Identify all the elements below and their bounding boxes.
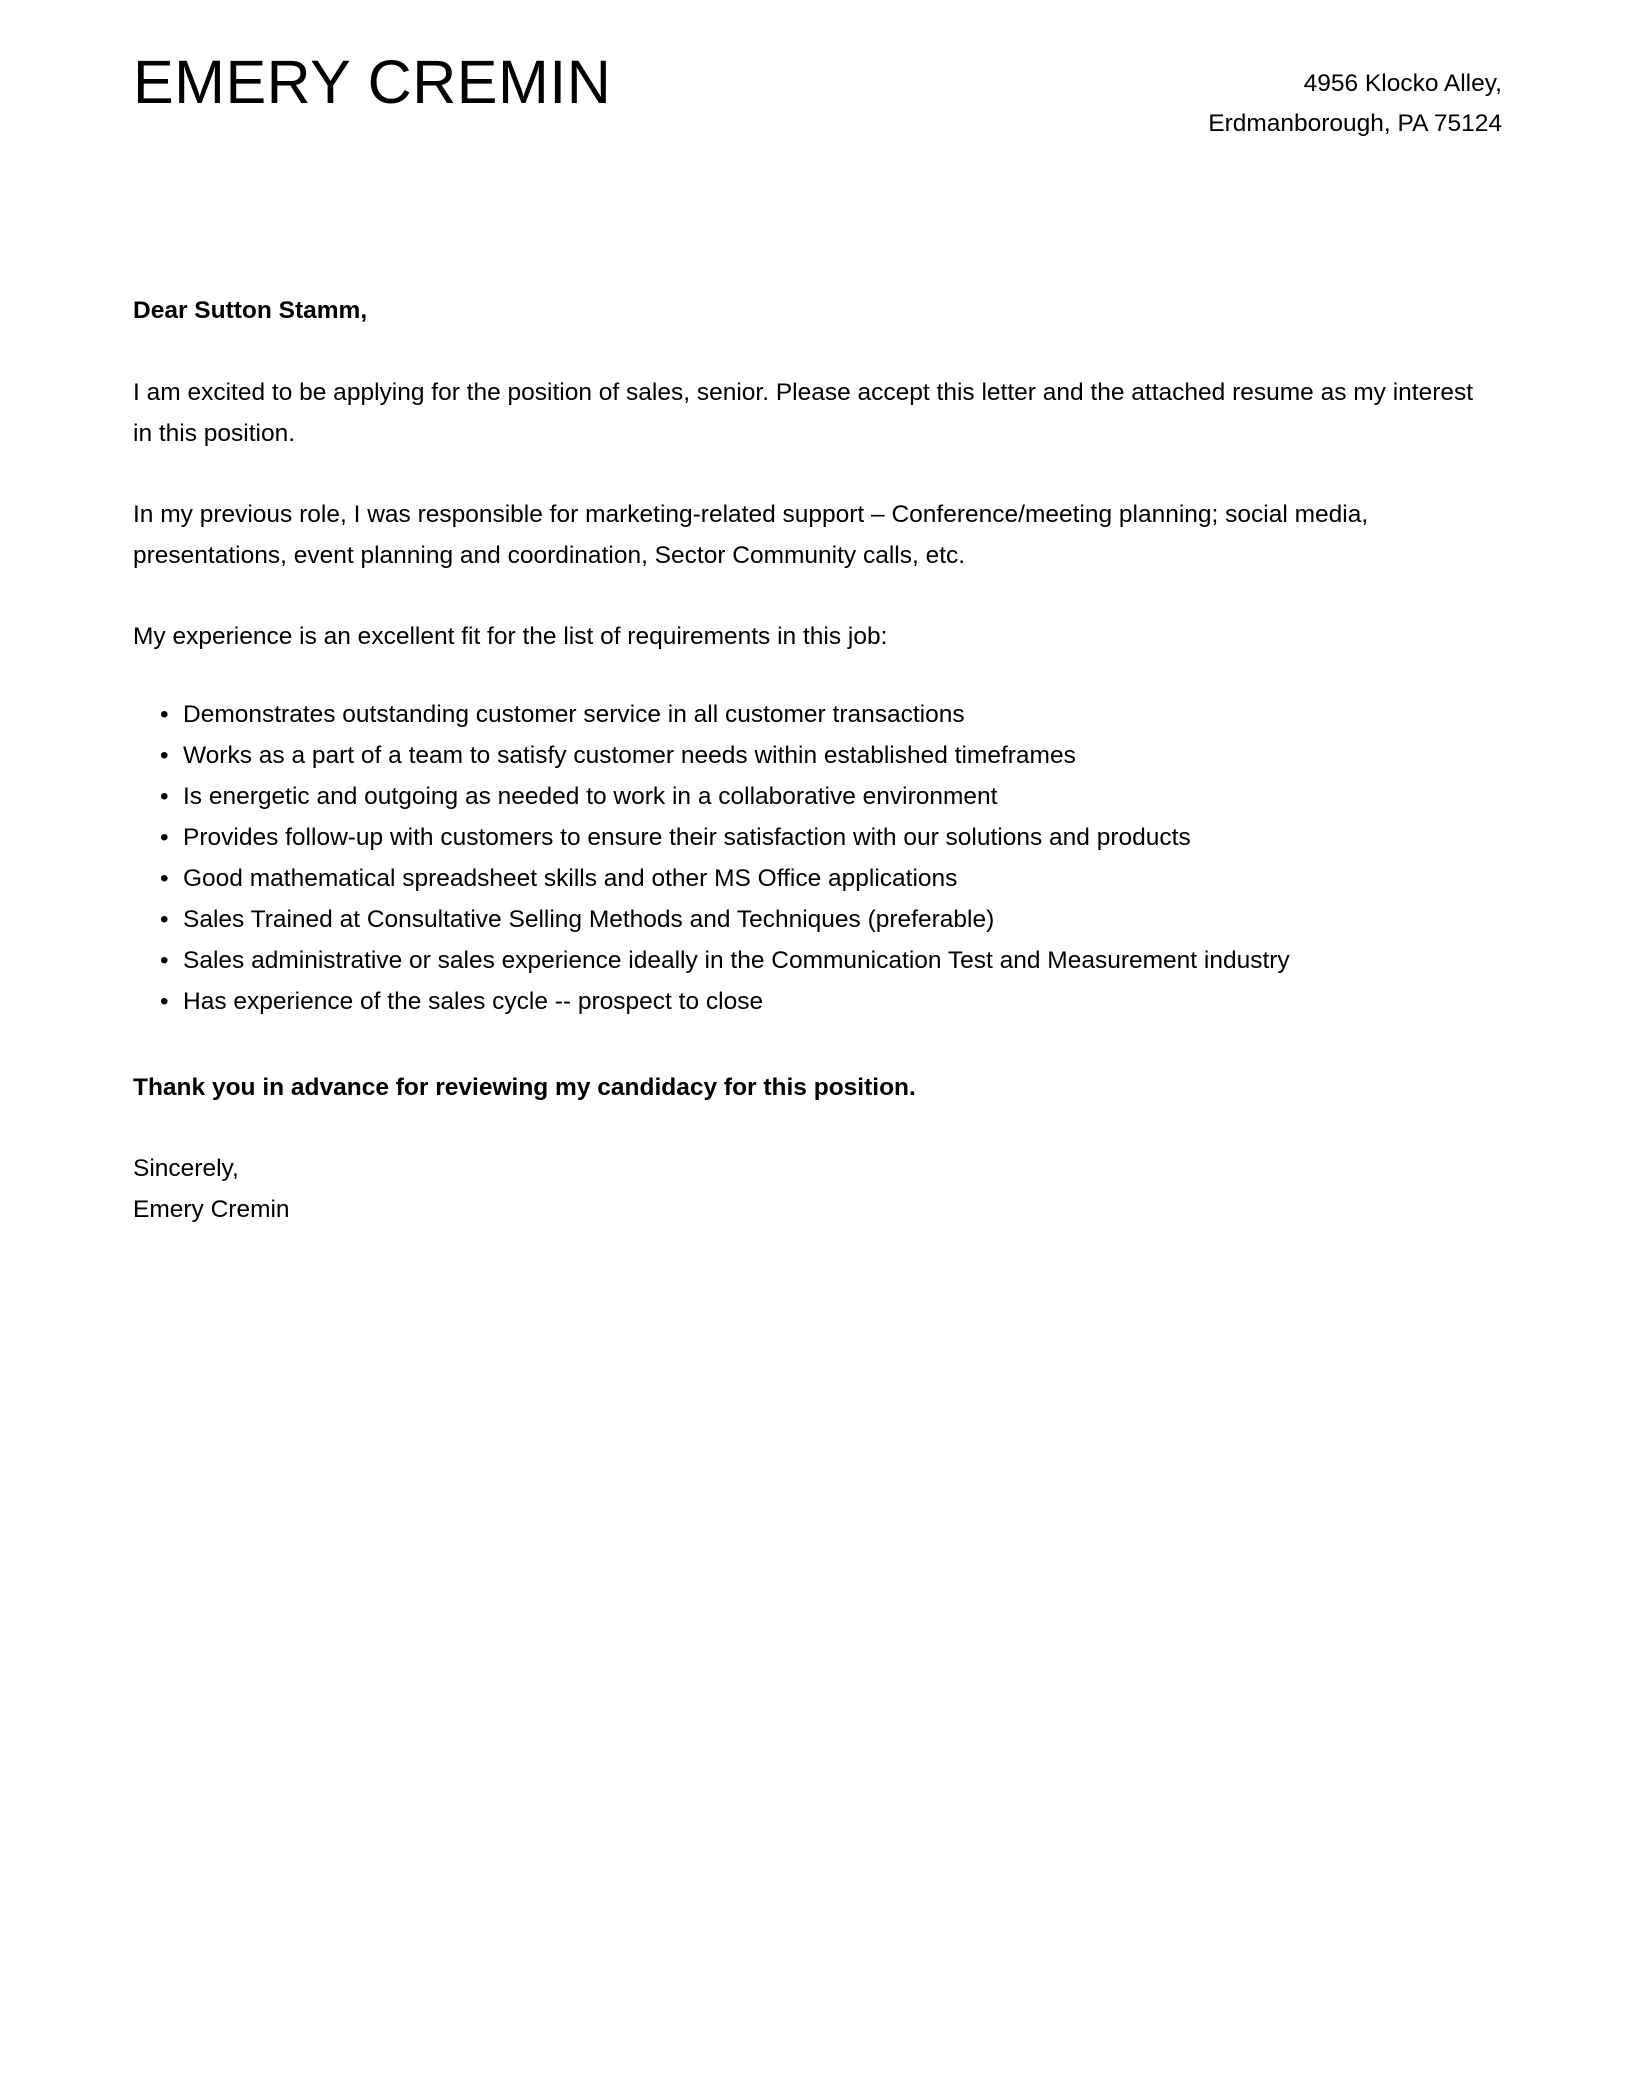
paragraph-requirements-lead: My experience is an excellent fit for the list of requirements in this job: xyxy=(133,623,888,650)
list-item xyxy=(133,858,1483,899)
list-item-label: Demonstrates outstanding customer service in all customer transactions xyxy=(183,701,965,728)
bullet-icon: • xyxy=(160,865,169,892)
list-item-label: Good mathematical spreadsheet skills and other MS Office applications xyxy=(183,865,958,892)
signoff-closing: Sincerely, xyxy=(133,1155,239,1182)
closing-thanks: Thank you in advance for reviewing my candidacy for this position. xyxy=(133,1074,916,1101)
list-item xyxy=(133,981,1483,1022)
list-item-label: Works as a part of a team to satisfy customer needs within established timeframes xyxy=(183,742,1076,769)
list-item-label: Provides follow-up with customers to ensure their satisfaction with our solutions and products xyxy=(183,824,1191,851)
salutation: Dear Sutton Stamm, xyxy=(133,297,368,324)
letter-body xyxy=(133,290,1483,1230)
list-item-label: Has experience of the sales cycle -- prospect to close xyxy=(183,988,764,1015)
signature-block xyxy=(133,1148,1483,1230)
list-item xyxy=(133,694,1483,735)
list-item-label: Is energetic and outgoing as needed to work in a collaborative environment xyxy=(183,783,998,810)
letter-header xyxy=(133,48,1502,144)
address-line-2: Erdmanborough, PA 75124 xyxy=(1208,110,1502,137)
bullet-icon: • xyxy=(160,742,169,769)
paragraph-intro: I am excited to be applying for the position of sales, senior. Please accept this letter and the attached resume as my interest in this position. xyxy=(133,379,1474,447)
list-item xyxy=(133,776,1483,817)
bullet-icon: • xyxy=(160,906,169,933)
bullet-icon: • xyxy=(160,701,169,728)
bullet-icon: • xyxy=(160,824,169,851)
list-item xyxy=(133,817,1483,858)
address-line-1: 4956 Klocko Alley, xyxy=(1303,70,1502,97)
sender-address-block xyxy=(1208,52,1502,144)
list-item xyxy=(133,940,1483,981)
list-item xyxy=(133,899,1483,940)
requirements-list xyxy=(133,694,1483,1022)
bullet-icon: • xyxy=(160,947,169,974)
paragraph-experience: In my previous role, I was responsible for marketing-related support – Conference/meeting planning; social media, presentations, event planning and coordination, Sector Community calls, etc. xyxy=(133,501,1369,569)
list-item-label: Sales Trained at Consultative Selling Methods and Techniques (preferable) xyxy=(183,906,995,933)
list-item-label: Sales administrative or sales experience ideally in the Communication Test and Measurement industry xyxy=(183,947,1290,974)
list-item xyxy=(133,735,1483,776)
bullet-icon: • xyxy=(160,988,169,1015)
page-title: EMERY CREMIN xyxy=(133,48,612,116)
signoff-name: Emery Cremin xyxy=(133,1196,290,1223)
bullet-icon: • xyxy=(160,783,169,810)
